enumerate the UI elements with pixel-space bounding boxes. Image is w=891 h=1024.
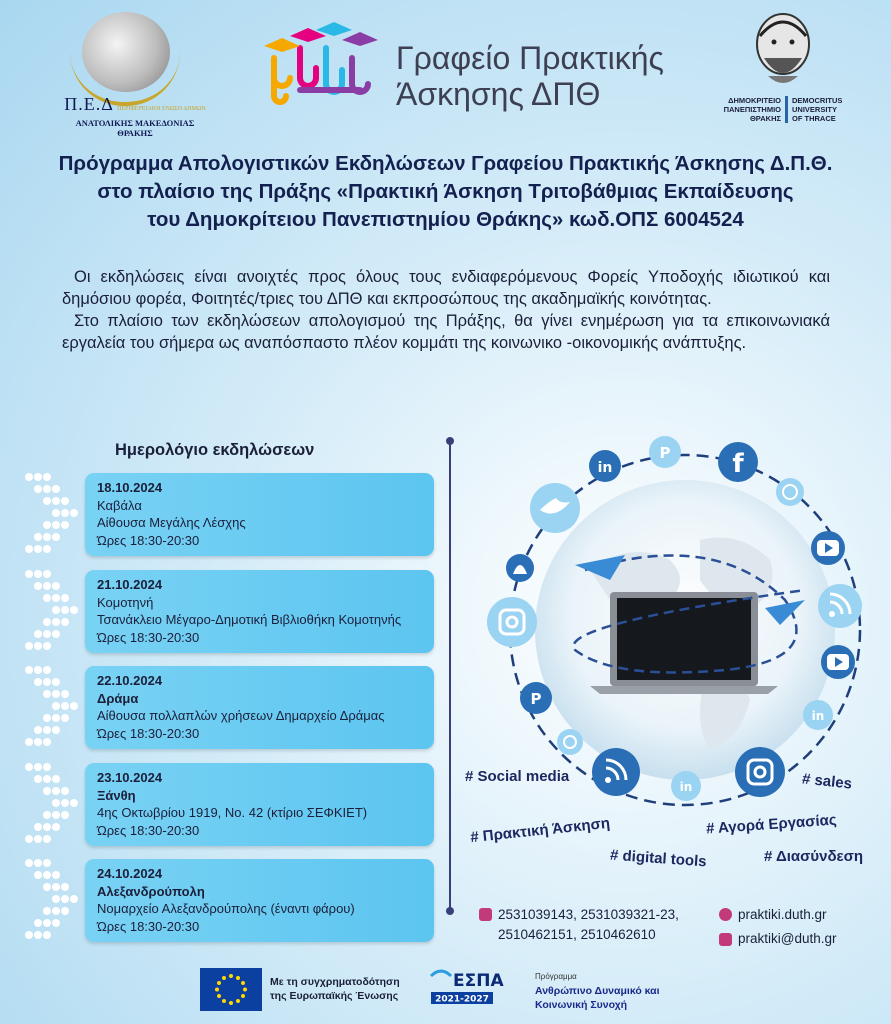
ped-small-text: ΠΕΡΙΦΕΡΕΙΑΚΗ ΕΝΩΣΗ ΔΗΜΩΝ [117,106,206,112]
divider-dot [446,907,454,915]
event-date: 21.10.2024 [97,577,163,592]
event-date: 23.10.2024 [97,770,163,785]
tag-diasyndesi: # Διασύνδεση [764,848,864,865]
event-card [85,666,434,749]
phones-line1: 2531039143, 2531039321-23, [498,907,679,922]
event-card [85,473,434,556]
phones-line2: 2510462151, 2510462610 [498,927,656,942]
social-media-illustration [460,430,885,880]
title-line2: στο πλαίσιο της Πράξης «Πρακτική Άσκηση Τριτοβάθμιας Εκπαίδευσης [97,180,794,203]
event-hours: Ώρες 18:30-20:30 [97,629,200,645]
linkedin-icon [589,450,621,482]
linkedin-icon [671,771,701,801]
youtube-icon [821,645,855,679]
svg-text:P: P [530,690,542,708]
tag-digital-tools: # digital tools [609,846,708,871]
ped-region: ΑΝΑΤΟΛΙΚΗΣ ΜΑΚΕΔΟΝΙΑΣ ΘΡΑΚΗΣ [75,118,195,138]
snapchat-icon [506,554,534,582]
email-link[interactable]: praktiki@duth.gr [738,931,837,946]
eu-flag-icon [200,968,262,1011]
event-date: 24.10.2024 [97,866,163,881]
page-title [40,150,851,234]
tag-agora: # Αγορά Εργασίας [705,811,838,838]
title-line1: Πρόγραμμα Απολογιστικών Εκδηλώσεων Γραφείου Πρακτικής Άσκησης Δ.Π.Θ. [58,152,833,175]
intro-paragraph-1: Οι εκδηλώσεις είναι ανοιχτές προς όλους τους ενδιαφερόμενους Φορείς Υποδοχής ιδιωτικού και δημόσιου φορέα, Φοιτητές/τριες του ΔΠΘ και εκπροσώπους της ακαδημαϊκής κοινότητας. [62,268,830,308]
event-city: Ξάνθη [97,787,136,803]
eu-line2: της Ευρωπαϊκής Ένωσης [270,990,399,1002]
pinterest-icon [649,436,681,468]
eu-line1: Με τη συγχρηματοδότηση [270,976,400,988]
dots-decoration [23,471,85,555]
whatsapp-icon [557,729,583,755]
phone-numbers [498,905,679,945]
office-title-line2: Άσκησης ΔΠΘ [396,76,601,112]
event-card [85,570,434,653]
dots-decoration [23,761,85,845]
event-hours: Ώρες 18:30-20:30 [97,822,200,838]
instagram-icon [735,747,785,797]
event-venue: Αίθουσα πολλαπλών χρήσεων Δημαρχείο Δράμας [97,708,385,723]
divider-dot [446,437,454,445]
program-line2: Κοινωνική Συνοχή [535,999,628,1011]
duth-gr-3: ΘΡΑΚΗΣ [749,114,781,123]
event-venue: Τσανάκλειο Μέγαρο-Δημοτική Βιβλιοθήκη Κομοτηνής [97,612,402,627]
duth-gr-1: ΔΗΜΟΚΡΙΤΕΙΟ [728,96,781,105]
program-logo [535,970,660,1012]
event-venue: 4ης Οκτωβρίου 1919, Νο. 42 (κτίριο ΣΕΦΚΙΕΤ) [97,805,368,820]
pinterest-icon [520,682,552,714]
phone-icon [479,908,492,921]
svg-text:in: in [679,780,693,794]
event-city: Αλεξανδρούπολη [97,883,205,899]
svg-text:f: f [732,449,744,479]
youtube-icon [811,531,845,565]
eu-cofunding-text [270,975,400,1003]
tag-social-media: # Social media [465,768,570,785]
ped-acronym: Π.Ε.Δ [64,94,114,114]
event-city: Κομοτηνή [97,594,154,610]
duth-en-3: OF THRACE [792,114,836,123]
rss-icon [592,748,640,796]
intro-paragraph-2: Στο πλαίσιο των εκδηλώσεων απολογισμού της Πράξης, θα γίνει ενημέρωση για τα επικοινωνιακά εργαλεία του σήμερα ως αναπόσπαστο πλέον κομμάτι της κοινωνικο -οικονομικής ανάπτυξης. [62,312,830,352]
espa-logo [427,966,504,1012]
event-date: 22.10.2024 [97,673,163,688]
event-venue: Νομαρχείο Αλεξανδρούπολης (έναντι φάρου) [97,901,355,916]
event-card [85,859,434,942]
office-title-line1: Γραφείο Πρακτικής [396,40,664,76]
program-line1: Ανθρώπινο Δυναμικό και [535,985,660,997]
tag-praktiki: # Πρακτική Άσκηση [469,814,611,847]
duth-en-1: DEMOCRITUS [792,96,843,105]
event-hours: Ώρες 18:30-20:30 [97,918,200,934]
event-city: Δράμα [97,690,139,706]
calendar-heading: Ημερολόγιο εκδηλώσεων [115,441,315,459]
event-city: Καβάλα [97,497,142,513]
website-link[interactable]: praktiki.duth.gr [738,907,827,922]
svg-text:in: in [597,460,613,476]
event-card [85,763,434,846]
intro-text [62,266,830,354]
email-icon [719,933,732,946]
svg-text:P: P [659,444,671,462]
graduates-icon [262,18,382,113]
svg-text:in: in [811,709,825,723]
espa-label: ΕΣΠΑ [453,971,504,991]
duth-en-2: UNIVERSITY [792,105,838,114]
espa-years: 2021-2027 [435,994,489,1005]
tag-sales: # sales [801,770,853,793]
event-hours: Ώρες 18:30-20:30 [97,725,200,741]
instagram-icon [487,597,537,647]
dots-decoration [23,568,85,652]
democritus-bust-icon [748,10,818,90]
event-hours: Ώρες 18:30-20:30 [97,532,200,548]
title-line3: του Δημοκρίτειου Πανεπιστημίου Θράκης» κωδ.ΟΠΣ 6004524 [147,208,744,231]
linkedin-icon [803,700,833,730]
program-label: Πρόγραμμα [535,972,577,981]
vertical-divider [449,441,451,911]
globe-icon [719,908,732,921]
event-date: 18.10.2024 [97,480,163,495]
dots-decoration [23,664,85,748]
whatsapp-icon [776,478,804,506]
ped-logo [60,12,210,138]
internship-office-logo [262,18,682,118]
rss-icon [818,584,862,628]
dots-decoration [23,857,85,941]
event-venue: Αίθουσα Μεγάλης Λέσχης [97,515,246,530]
duth-logo [708,10,858,130]
twitter-icon [530,483,580,533]
facebook-icon [718,442,758,482]
duth-gr-2: ΠΑΝΕΠΙΣΤΗΜΙΟ [723,105,781,114]
